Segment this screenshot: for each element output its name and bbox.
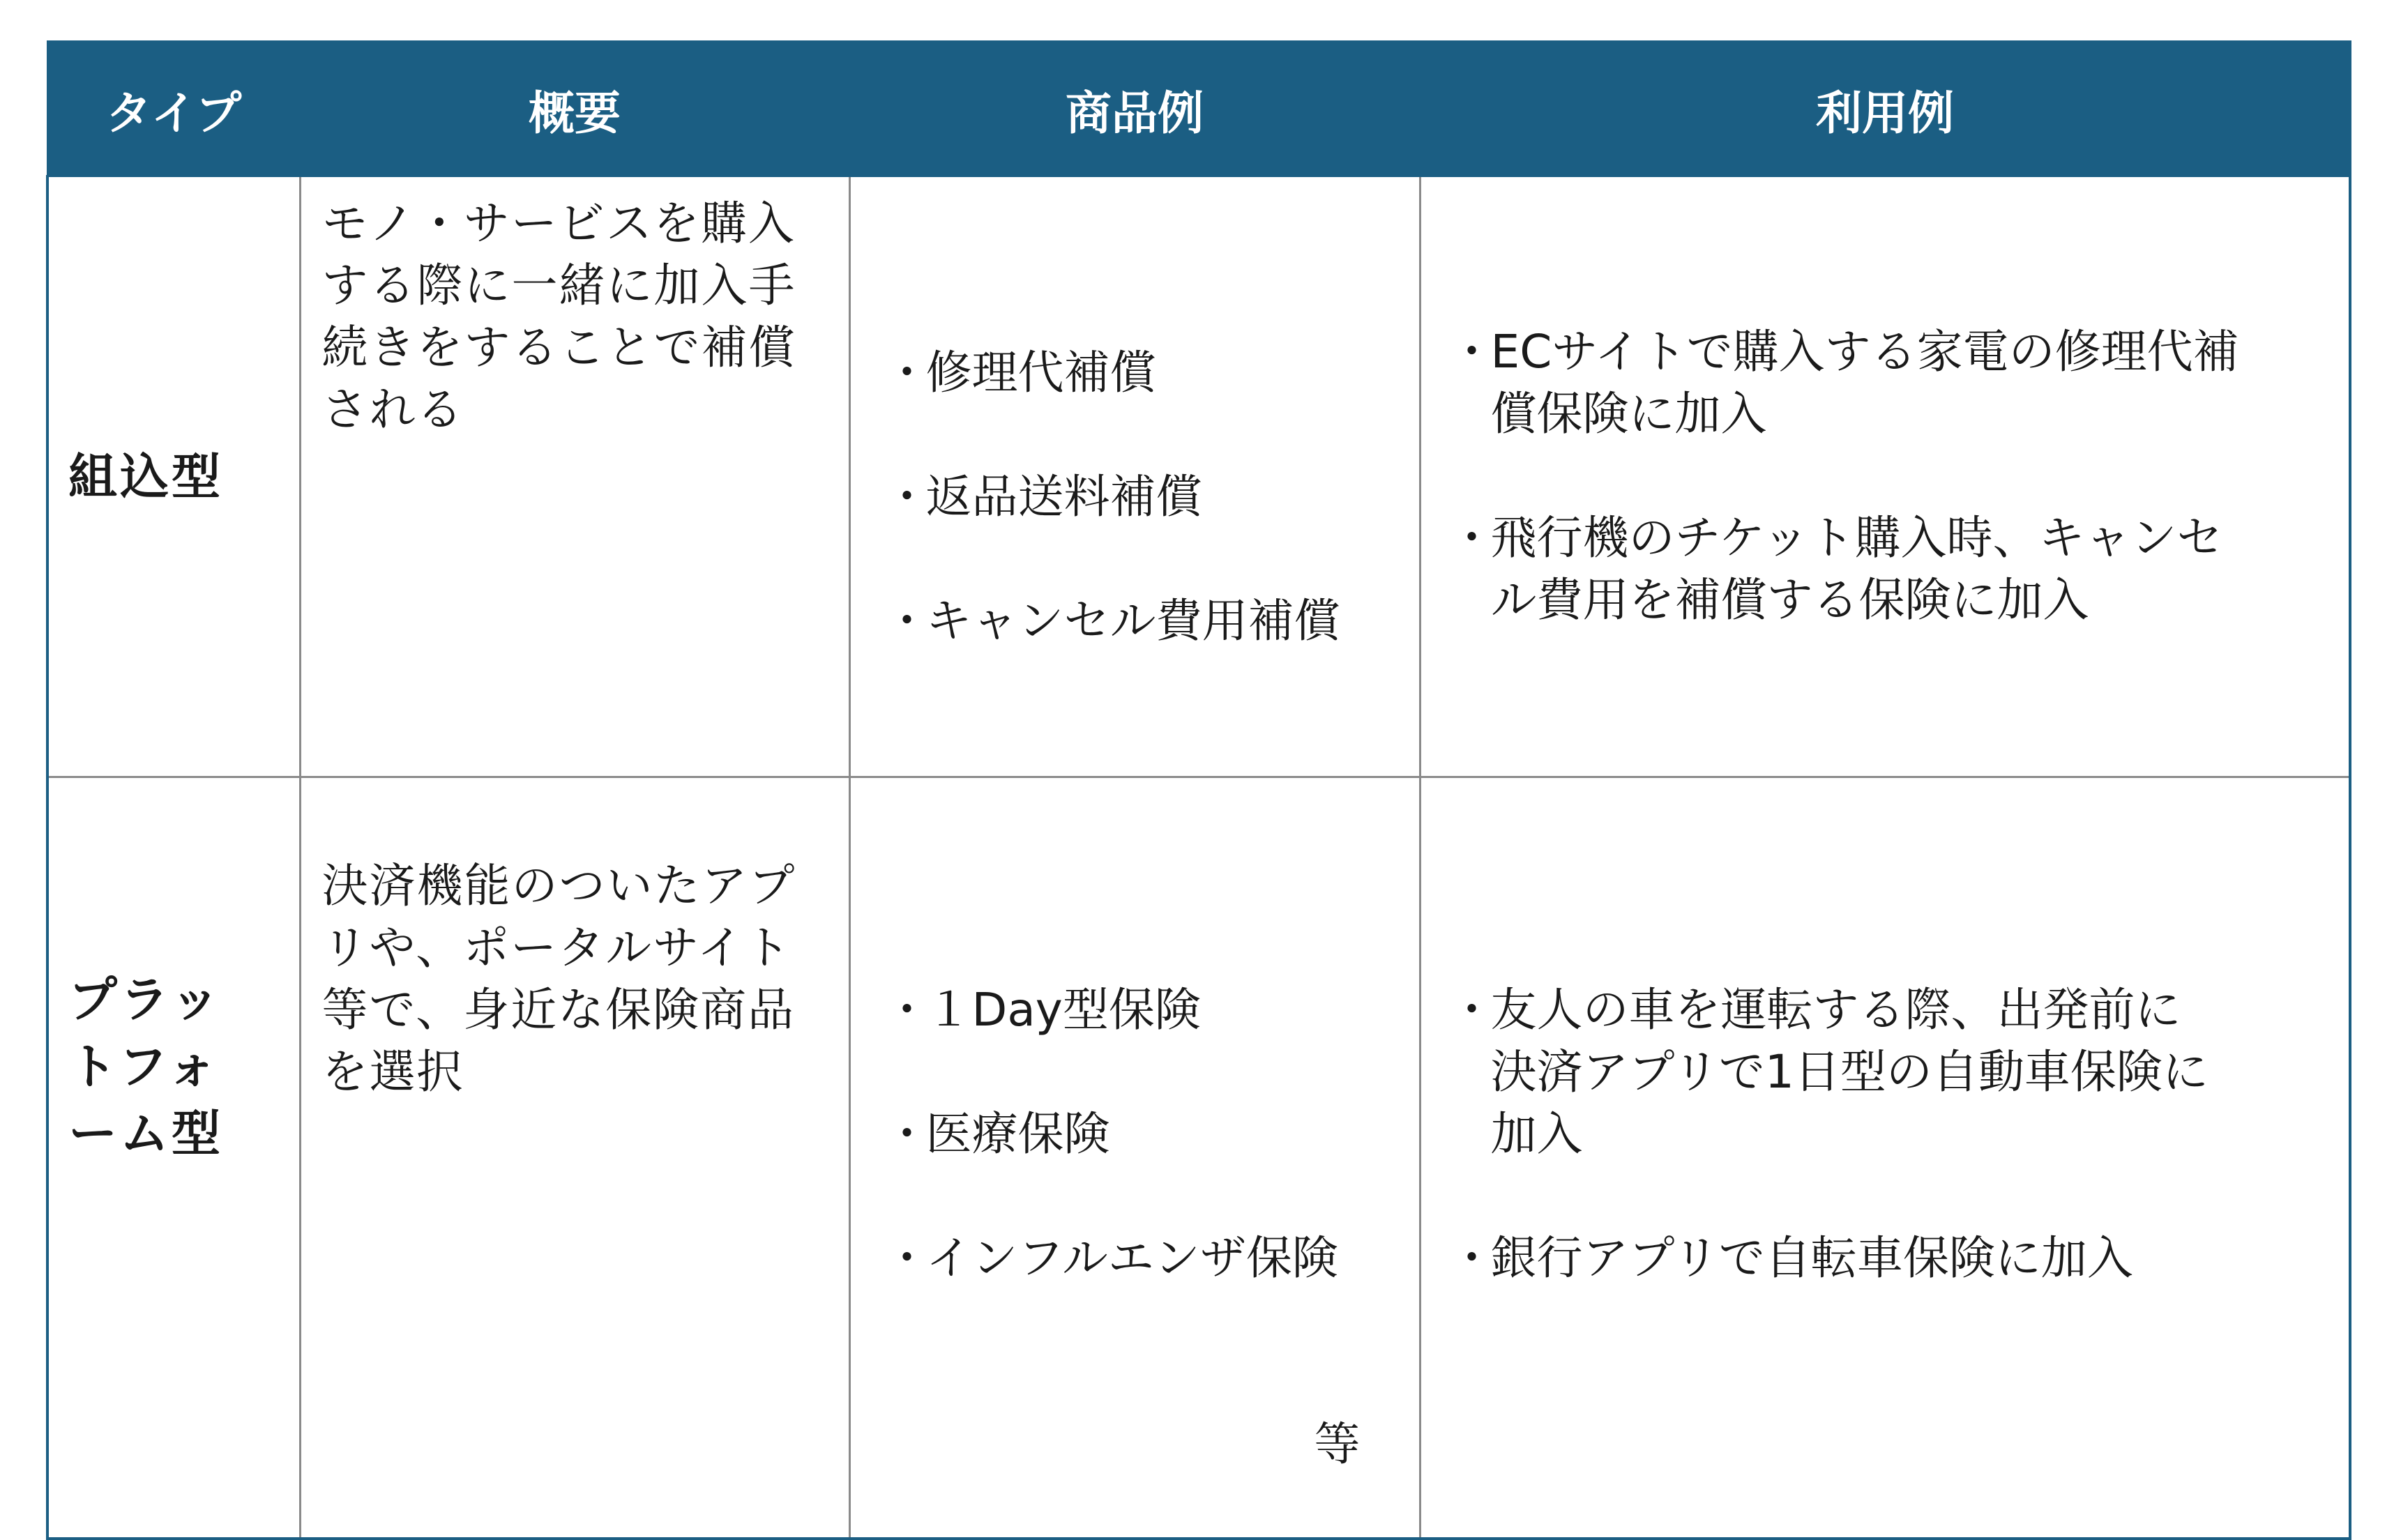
type-cell <box>47 777 300 1539</box>
list-item: ・ 飛行機のチケット購入時、キャンセル費用を補償する保険に加入 <box>1449 507 2265 631</box>
header-examples: 利用例 <box>1420 42 2350 176</box>
header-summary: 概要 <box>300 42 849 176</box>
list-item: ・ キャンセル費用補償 <box>884 590 1402 652</box>
summary-cell <box>300 176 849 777</box>
list-item: ・ 医療保険 <box>884 1103 1402 1165</box>
products-list <box>884 280 1402 714</box>
list-item: ・ １Day型保険 <box>884 979 1402 1041</box>
products-cell <box>849 777 1420 1539</box>
examples-cell <box>1420 176 2350 777</box>
insurance-type-table-container <box>46 40 2349 1471</box>
insurance-type-table <box>46 40 2351 1540</box>
type-cell <box>47 176 300 777</box>
examples-list <box>1449 917 2216 1351</box>
table-header-row <box>47 42 2350 176</box>
list-item: ・ インフルエンザ保険 <box>884 1227 1402 1289</box>
summary-text: 決済機能のついたアプリや、ポータルサイト等で、身近な保険商品を選択 <box>321 859 796 1099</box>
type-label: 組込型 <box>68 448 223 505</box>
summary-cell <box>300 777 849 1539</box>
products-cell <box>849 176 1420 777</box>
products-list <box>884 917 1402 1351</box>
list-item: ・ ECサイトで購入する家電の修理代補償保険に加入 <box>1449 321 2265 445</box>
list-item: ・ 銀行アプリで自転車保険に加入 <box>1449 1227 2216 1289</box>
list-item: ・ 修理代補償 <box>884 342 1402 404</box>
products-suffix: 等 <box>1314 1417 1361 1471</box>
header-type: タイプ <box>47 42 300 176</box>
table-row <box>47 176 2350 777</box>
type-label: プラットフォーム型 <box>68 971 223 1162</box>
list-item: ・ 友人の車を運転する際、出発前に決済アプリで1日型の自動車保険に加入 <box>1449 979 2216 1165</box>
examples-cell <box>1420 777 2350 1539</box>
header-products: 商品例 <box>849 42 1420 176</box>
table-row <box>47 777 2350 1539</box>
list-item: ・ 返品送料補償 <box>884 466 1402 528</box>
examples-list <box>1449 259 2265 693</box>
summary-text: モノ・サービスを購入する際に一緒に加入手続きをすることで補償される <box>321 197 796 436</box>
